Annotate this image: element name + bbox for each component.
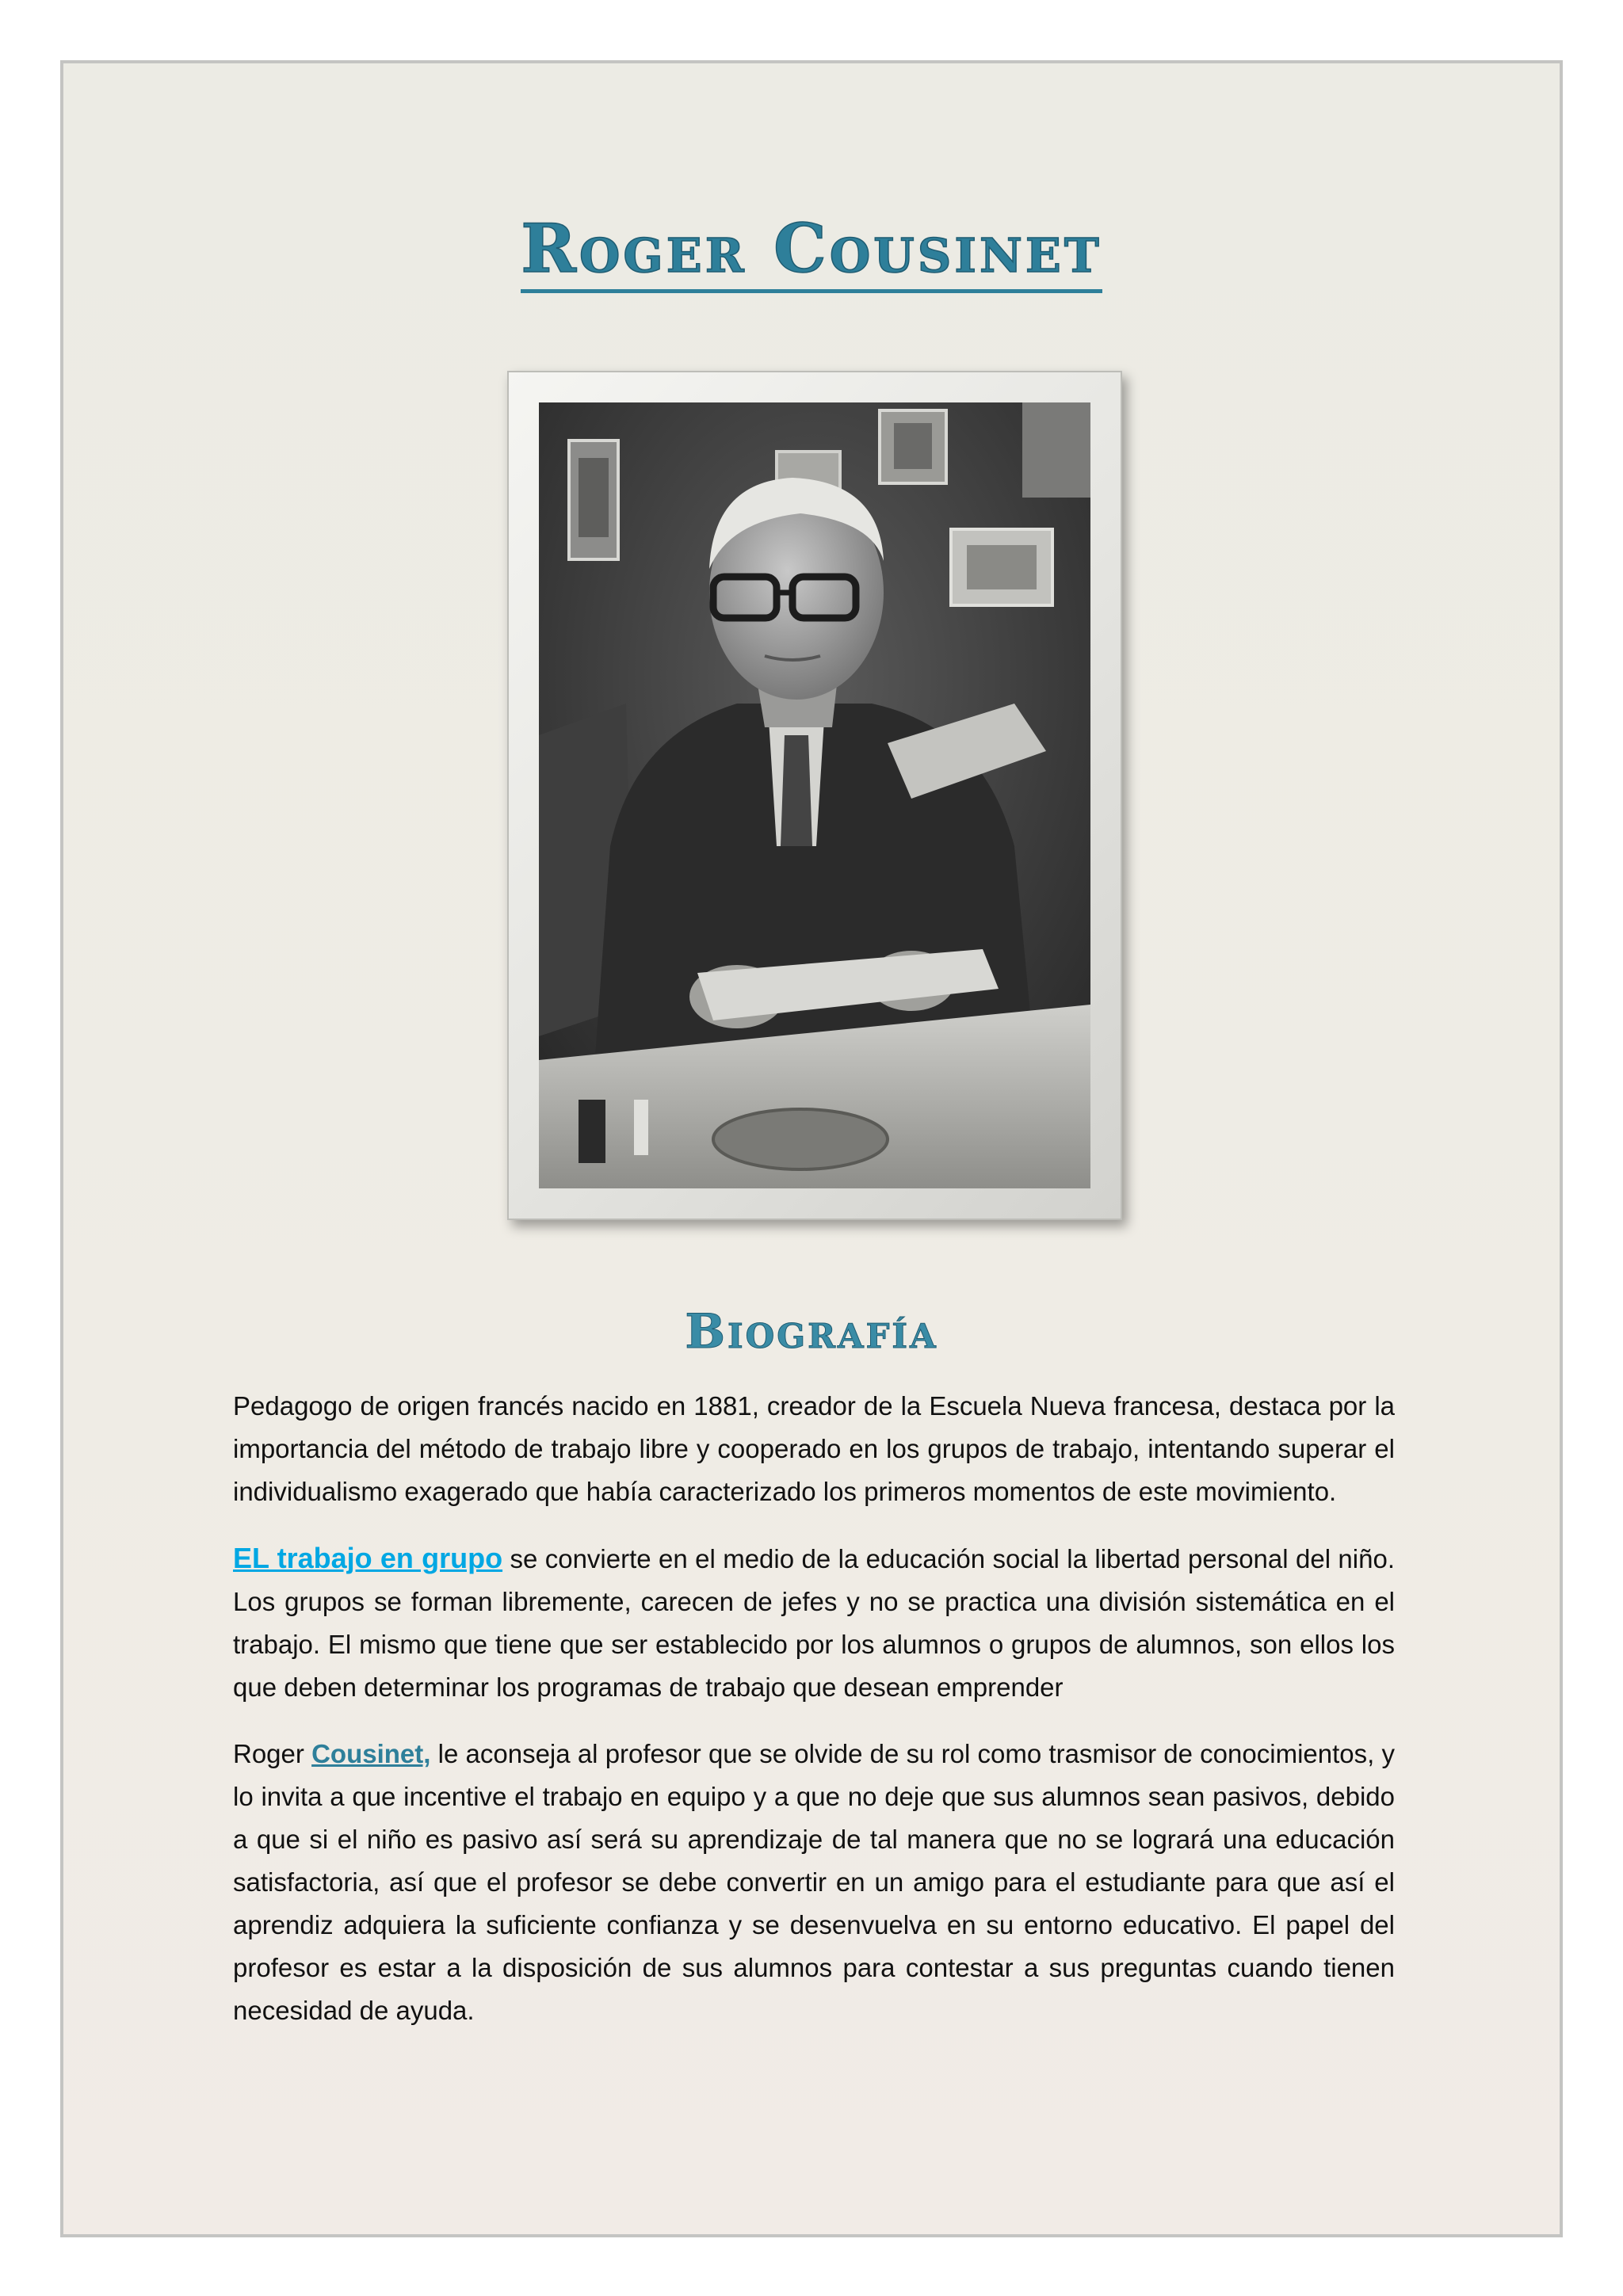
portrait-illustration bbox=[539, 402, 1090, 1188]
biography-body bbox=[233, 1385, 1395, 2056]
cousinet-link[interactable]: Cousinet, bbox=[311, 1739, 431, 1768]
section-heading-biografia: Biografía bbox=[685, 1304, 938, 1360]
trabajo-en-grupo-link[interactable]: EL trabajo en grupo bbox=[233, 1542, 503, 1574]
portrait-frame bbox=[507, 371, 1122, 1220]
portrait-photo bbox=[539, 402, 1090, 1188]
paragraph-3-prefix: Roger bbox=[233, 1739, 312, 1768]
page-title bbox=[63, 209, 1560, 288]
paragraph-3-text: le aconseja al profesor que se olvide de su rol como trasmisor de conocimientos, y lo invita a que incentive el trabajo en equipo y a que no deje que sus alumnos sean pasivos, debido a que si el niño es pasivo así será su aprendizaje de tal manera que no se logrará una educación satisfactoria, así que el profesor se debe convertir en un amigo para el estudiante para que así el aprendiz adquiera la suficiente confianza y se desenvuelva en su entorno educativo. El papel del profesor es estar a la disposición de sus alumnos para contestar a sus preguntas cuando tienen necesidad de ayuda. bbox=[233, 1739, 1395, 2025]
paragraph-1-text: Pedagogo de origen francés nacido en 1881, creador de la Escuela Nueva francesa, destaca por la importancia del método de trabajo libre y cooperado en los grupos de trabajo, intentando superar el individualismo exagerado que había caracterizado los primeros momentos de este movimiento. bbox=[233, 1391, 1395, 1506]
page-title-text: Roger Cousinet bbox=[521, 209, 1102, 293]
page-frame bbox=[60, 60, 1563, 2237]
paragraph-2 bbox=[233, 1537, 1395, 1709]
paragraph-3 bbox=[233, 1733, 1395, 2032]
paragraph-1 bbox=[233, 1385, 1395, 1513]
paragraph-2-text: se convierte en el medio de la educación social la libertad personal del niño. Los grupos se forman libremente, carecen de jefes y no se practica una división sistemática en el trabajo. El mismo que tiene que ser establecido por los alumnos o grupos de alumnos, son ellos los que deben determinar los programas de trabajo que desean emprender bbox=[233, 1544, 1395, 1702]
